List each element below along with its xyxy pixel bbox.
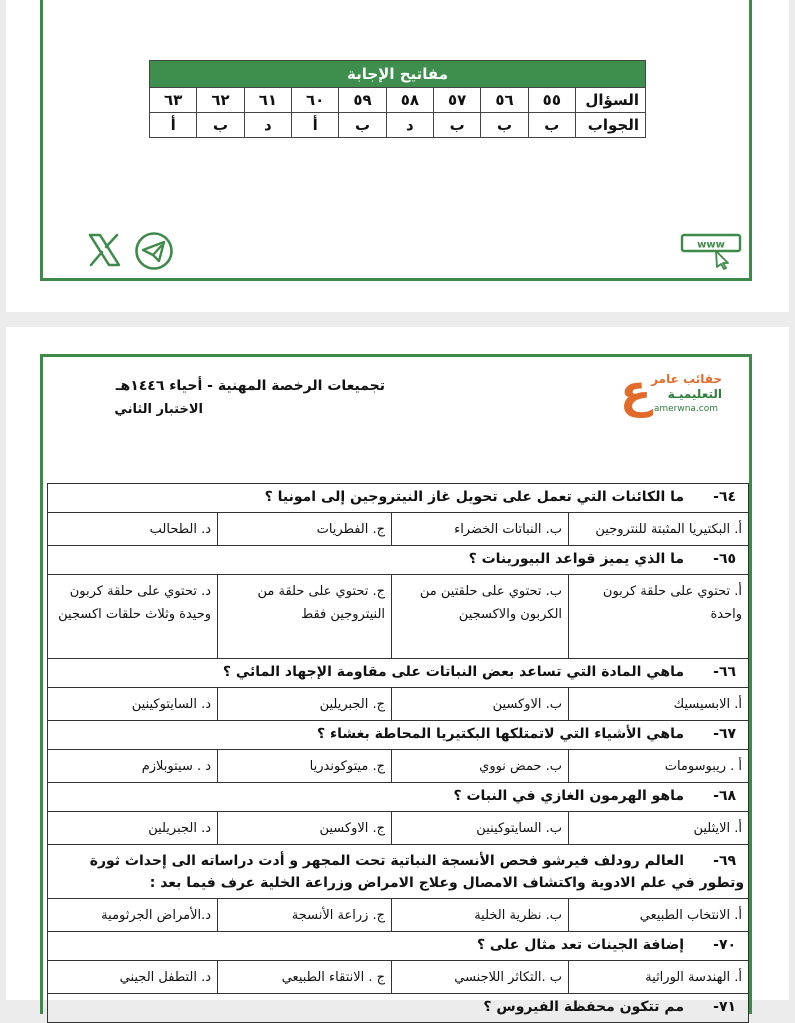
options-row [48,688,749,721]
question-row [48,546,749,575]
key-answer-cell: أ [150,113,197,138]
answer-key-title: مفاتيح الإجابة [150,61,646,88]
option-b: ب. نظرية الخلية [392,899,569,932]
question-number: ٦٨- [713,788,737,804]
key-answer-cell: أ [292,113,339,138]
key-answer-cell: د [244,113,291,138]
options-row [48,812,749,845]
key-question-cell: ٥٧ [434,88,481,113]
question-row [48,932,749,961]
key-question-cell: ٦٠ [292,88,339,113]
question-label: السؤال [576,88,646,113]
logo-name: حقائب عامر [651,372,722,386]
option-a: أ. الابسيسيك [569,688,749,721]
x-logo-icon[interactable] [86,232,122,268]
option-b: ب. السايتوكينين [392,812,569,845]
option-c: ج. الاوكسين [218,812,392,845]
key-answer-cell: ب [339,113,386,138]
question-text: ماهو الهرمون الغازي في النبات ؟ [453,788,685,804]
option-b: ب .التكاثر اللاجنسي [392,961,569,994]
option-c: ج. زراعة الأنسجة [218,899,392,932]
option-c: ج . الانتقاء الطبيعي [218,961,392,994]
options-row [48,899,749,932]
answer-label: الجواب [576,113,646,138]
question-text: العالم رودلف فيرشو فحص الأنسجة النباتية تحت المجهر و أدت دراساته الى إحداث ثورة وتطور في علم الادوية واكتشاف الامصال وعلاج الامراض وزراعة الخلية عرف فيما بعد : [89,853,745,891]
question-number: ٦٦- [713,664,737,680]
question-text: ما الكائنات التي تعمل على تحويل غاز النيتروجين إلى امونيا ؟ [264,489,685,505]
question-text: ماهي المادة التي تساعد بعض النباتات على مقاومة الإجهاد المائي ؟ [222,664,685,680]
key-answer-cell: ب [528,113,575,138]
option-b: ب. النباتات الخضراء [392,513,569,546]
answer-key-page [6,0,789,312]
svg-text:www: www [697,239,725,251]
option-c: ج. الجبريلين [218,688,392,721]
key-question-cell: ٦٢ [197,88,244,113]
option-d: د. تحتوي على حلقة كربون وحيدة وثلاث حلقات اكسجين [48,575,218,659]
question-number: ٧٠- [713,937,737,953]
question-row [48,659,749,688]
key-answer-cell: ب [481,113,528,138]
question-text: ما الذي يميز قواعد البيورينات ؟ [468,551,685,567]
key-answer-cell: د [386,113,433,138]
option-a: أ. البكتيريا المثبتة للنتروجين [569,513,749,546]
questions-table [47,483,749,1023]
key-question-cell: ٦٣ [150,88,197,113]
www-click-icon[interactable] [680,233,742,269]
document-subtitle: الاختبار الثاني [114,402,203,417]
options-row [48,961,749,994]
option-a: أ . ريبوسومات [569,750,749,783]
question-row [48,845,749,899]
question-number: ٦٩- [713,853,737,869]
option-b: ب. الاوكسين [392,688,569,721]
option-b: ب. حمض نووي [392,750,569,783]
telegram-send-icon[interactable] [134,231,174,271]
document-title: تجميعات الرخصة المهنية - أحياء ١٤٤٦هـ [115,378,385,394]
option-d: د.الأمراض الجرثومية [48,899,218,932]
key-question-cell: ٥٨ [386,88,433,113]
key-question-cell: ٦١ [244,88,291,113]
question-row [48,783,749,812]
question-number: ٦٧- [713,726,737,742]
key-answer-cell: ب [197,113,244,138]
question-row [48,721,749,750]
option-c: ج. تحتوي على حلقة من النيتروجين فقط [218,575,392,659]
question-text: ماهي الأشياء التي لاتمتلكها البكتيريا المحاطة بغشاء ؟ [316,726,685,742]
options-row [48,575,749,659]
option-b: ب. تحتوي على حلقتين من الكربون والاكسجين [392,575,569,659]
question-number-row [150,88,646,113]
logo-name-2: التعليميـة [667,387,722,401]
option-a: أ. الايثلين [569,812,749,845]
options-row [48,513,749,546]
option-a: أ. تحتوي على حلقة كربون واحدة [569,575,749,659]
question-number: ٦٤- [713,489,737,505]
option-d: د . سيتوبلازم [48,750,218,783]
logo-glyph: ع [620,364,652,418]
option-a: أ. الانتخاب الطبيعي [569,899,749,932]
option-d: د. التطفل الجيني [48,961,218,994]
option-d: د. الطحالب [48,513,218,546]
question-text: إضافة الجينات تعد مثال على ؟ [476,937,685,953]
logo-url: amerwna.com [653,404,718,414]
key-question-cell: ٥٩ [339,88,386,113]
question-row [48,994,749,1023]
key-question-cell: ٥٥ [528,88,575,113]
answer-key-table [149,60,646,138]
option-a: أ. الهندسة الوراثية [569,961,749,994]
key-question-cell: ٥٦ [481,88,528,113]
question-row [48,484,749,513]
option-d: د. السايتوكينين [48,688,218,721]
answer-row [150,113,646,138]
key-answer-cell: ب [434,113,481,138]
question-number: ٧١- [713,999,737,1015]
question-number: ٦٥- [713,551,737,567]
options-row [48,750,749,783]
option-d: د. الجبريلين [48,812,218,845]
option-c: ج. ميتوكوندريا [218,750,392,783]
publisher-logo [620,364,730,418]
option-c: ج. الفطريات [218,513,392,546]
question-text: مم تتكون محفظة الفيروس ؟ [483,999,685,1015]
